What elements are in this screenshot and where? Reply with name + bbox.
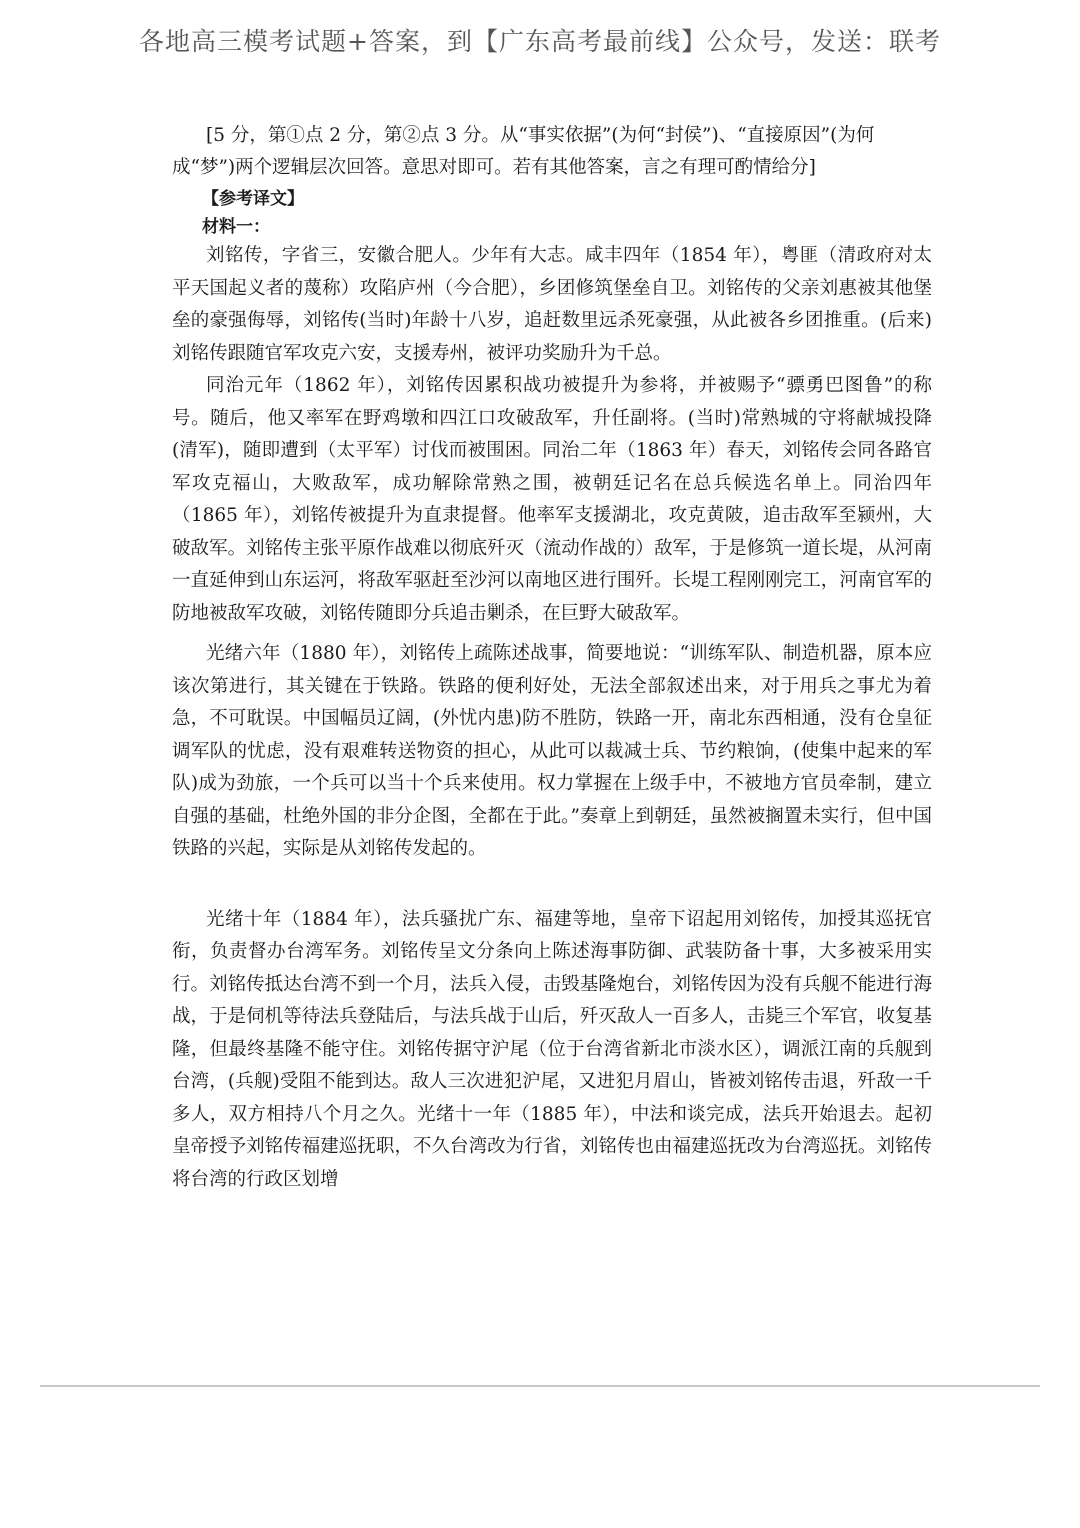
paragraph-taiwan-defense: 光绪十年（1884 年），法兵骚扰广东、福建等地，皇帝下诏起用刘铭传，加授其巡抚官衔，负责督办台湾军务。刘铭传呈文分条向上陈述海事防御、武装防备十事，大多被采用实行。刘铭传抵达台湾不到一个月，法兵入侵，击毁基隆炮台，刘铭传因为没有兵舰不能进行海战，于是伺机等待法兵登陆后，与法兵战于山后，歼灭敌人一百多人，击毙三个军官，收复基隆，但最终基隆不能守住。刘铭传据守沪尾（位于台湾省新北市淡水区），调派江南的兵舰到台湾，(兵舰)受阻不能到达。敌人三次进犯沪尾，又进犯月眉山，皆被刘铭传击退，歼敌一千多人，双方相持八个月之久。光绪十一年（1885 年），中法和谈完成，法兵开始退去。起初皇帝授予刘铭传福建巡抚职，不久台湾改为行省，刘铭传也由福建巡抚改为台湾巡抚。刘铭传将台湾的行政区划增 (172, 908, 932, 1190)
reference-translation-heading: 【参考译文】 (202, 189, 304, 209)
page-bottom-divider (40, 1385, 1040, 1387)
material-one-label: 材料一： (202, 217, 270, 237)
paragraph-tongzhi-campaigns: 同治元年（1862 年），刘铭传因累积战功被提升为参将，并被赐予“骠勇巴图鲁”的称号。随后，他又率军在野鸡墩和四江口攻破敌军，升任副将。(当时)常熟城的守将献城投降(清军)，随即遭到（太平军）讨伐而被围困。同治二年（1863 年）春天，刘铭传会同各路官军攻克福山，大败敌军，成功解除常熟之围，被朝廷记名在总兵候选名单上。同治四年（1865 年），刘铭传被提升为直隶提督。他率军支援湖北，攻克黄陂，追击敌军至颍州，大破敌军。刘铭传主张平原作战难以彻底歼灭（流动作战的）敌军，于是修筑一道长堤，从河南一直延伸到山东运河，将敌军驱赶至沙河以南地区进行围歼。长堤工程刚刚完工，河南官军的防地被敌军攻破，刘铭传随即分兵追击剿杀，在巨野大破敌军。 (172, 375, 932, 624)
scanned-page (40, 78, 1040, 1478)
page-content (172, 120, 932, 1196)
paragraph-liu-mingchuan-early-life: 刘铭传，字省三，安徽合肥人。少年有大志。咸丰四年（1854 年），粤匪（清政府对太平天国起义者的蔑称）攻陷庐州（今合肥），乡团修筑堡垒自卫。刘铭传的父亲刘惠被其他堡垒的豪强侮辱，刘铭传(当时)年龄十八岁，追赶数里远杀死豪强，从此被各乡团推重。(后来)刘铭传跟随官军攻克六安，支援寿州，被评功奖励升为千总。 (172, 245, 932, 364)
scoring-note: [5 分，第①点 2 分，第②点 3 分。从“事实依据”(为何“封侯”)、“直接原因”(为何成“梦”)两个逻辑层次回答。意思对即可。若有其他答案，言之有理可酌情给分] (172, 125, 875, 178)
top-banner: 各地高三模考试题+答案，到【广东高考最前线】公众号，发送：联考 (139, 27, 941, 56)
paragraph-railway-memorial: 光绪六年（1880 年），刘铭传上疏陈述战事，简要地说：“训练军队、制造机器，原本应该次第进行，其关键在于铁路。铁路的便利好处，无法全部叙述出来，对于用兵之事尤为着急，不可耽误。中国幅员辽阔，(外忧内患)防不胜防，铁路一开，南北东西相通，没有仓皇征调军队的忧虑，没有艰难转送物资的担心，从此可以裁减士兵、节约粮饷，(使集中起来的军队)成为劲旅，一个兵可以当十个兵来使用。权力掌握在上级手中，不被地方官员牵制，建立自强的基础，杜绝外国的非分企图，全都在于此。”奏章上到朝廷，虽然被搁置未实行，但中国铁路的兴起，实际是从刘铭传发起的。 (172, 643, 932, 859)
